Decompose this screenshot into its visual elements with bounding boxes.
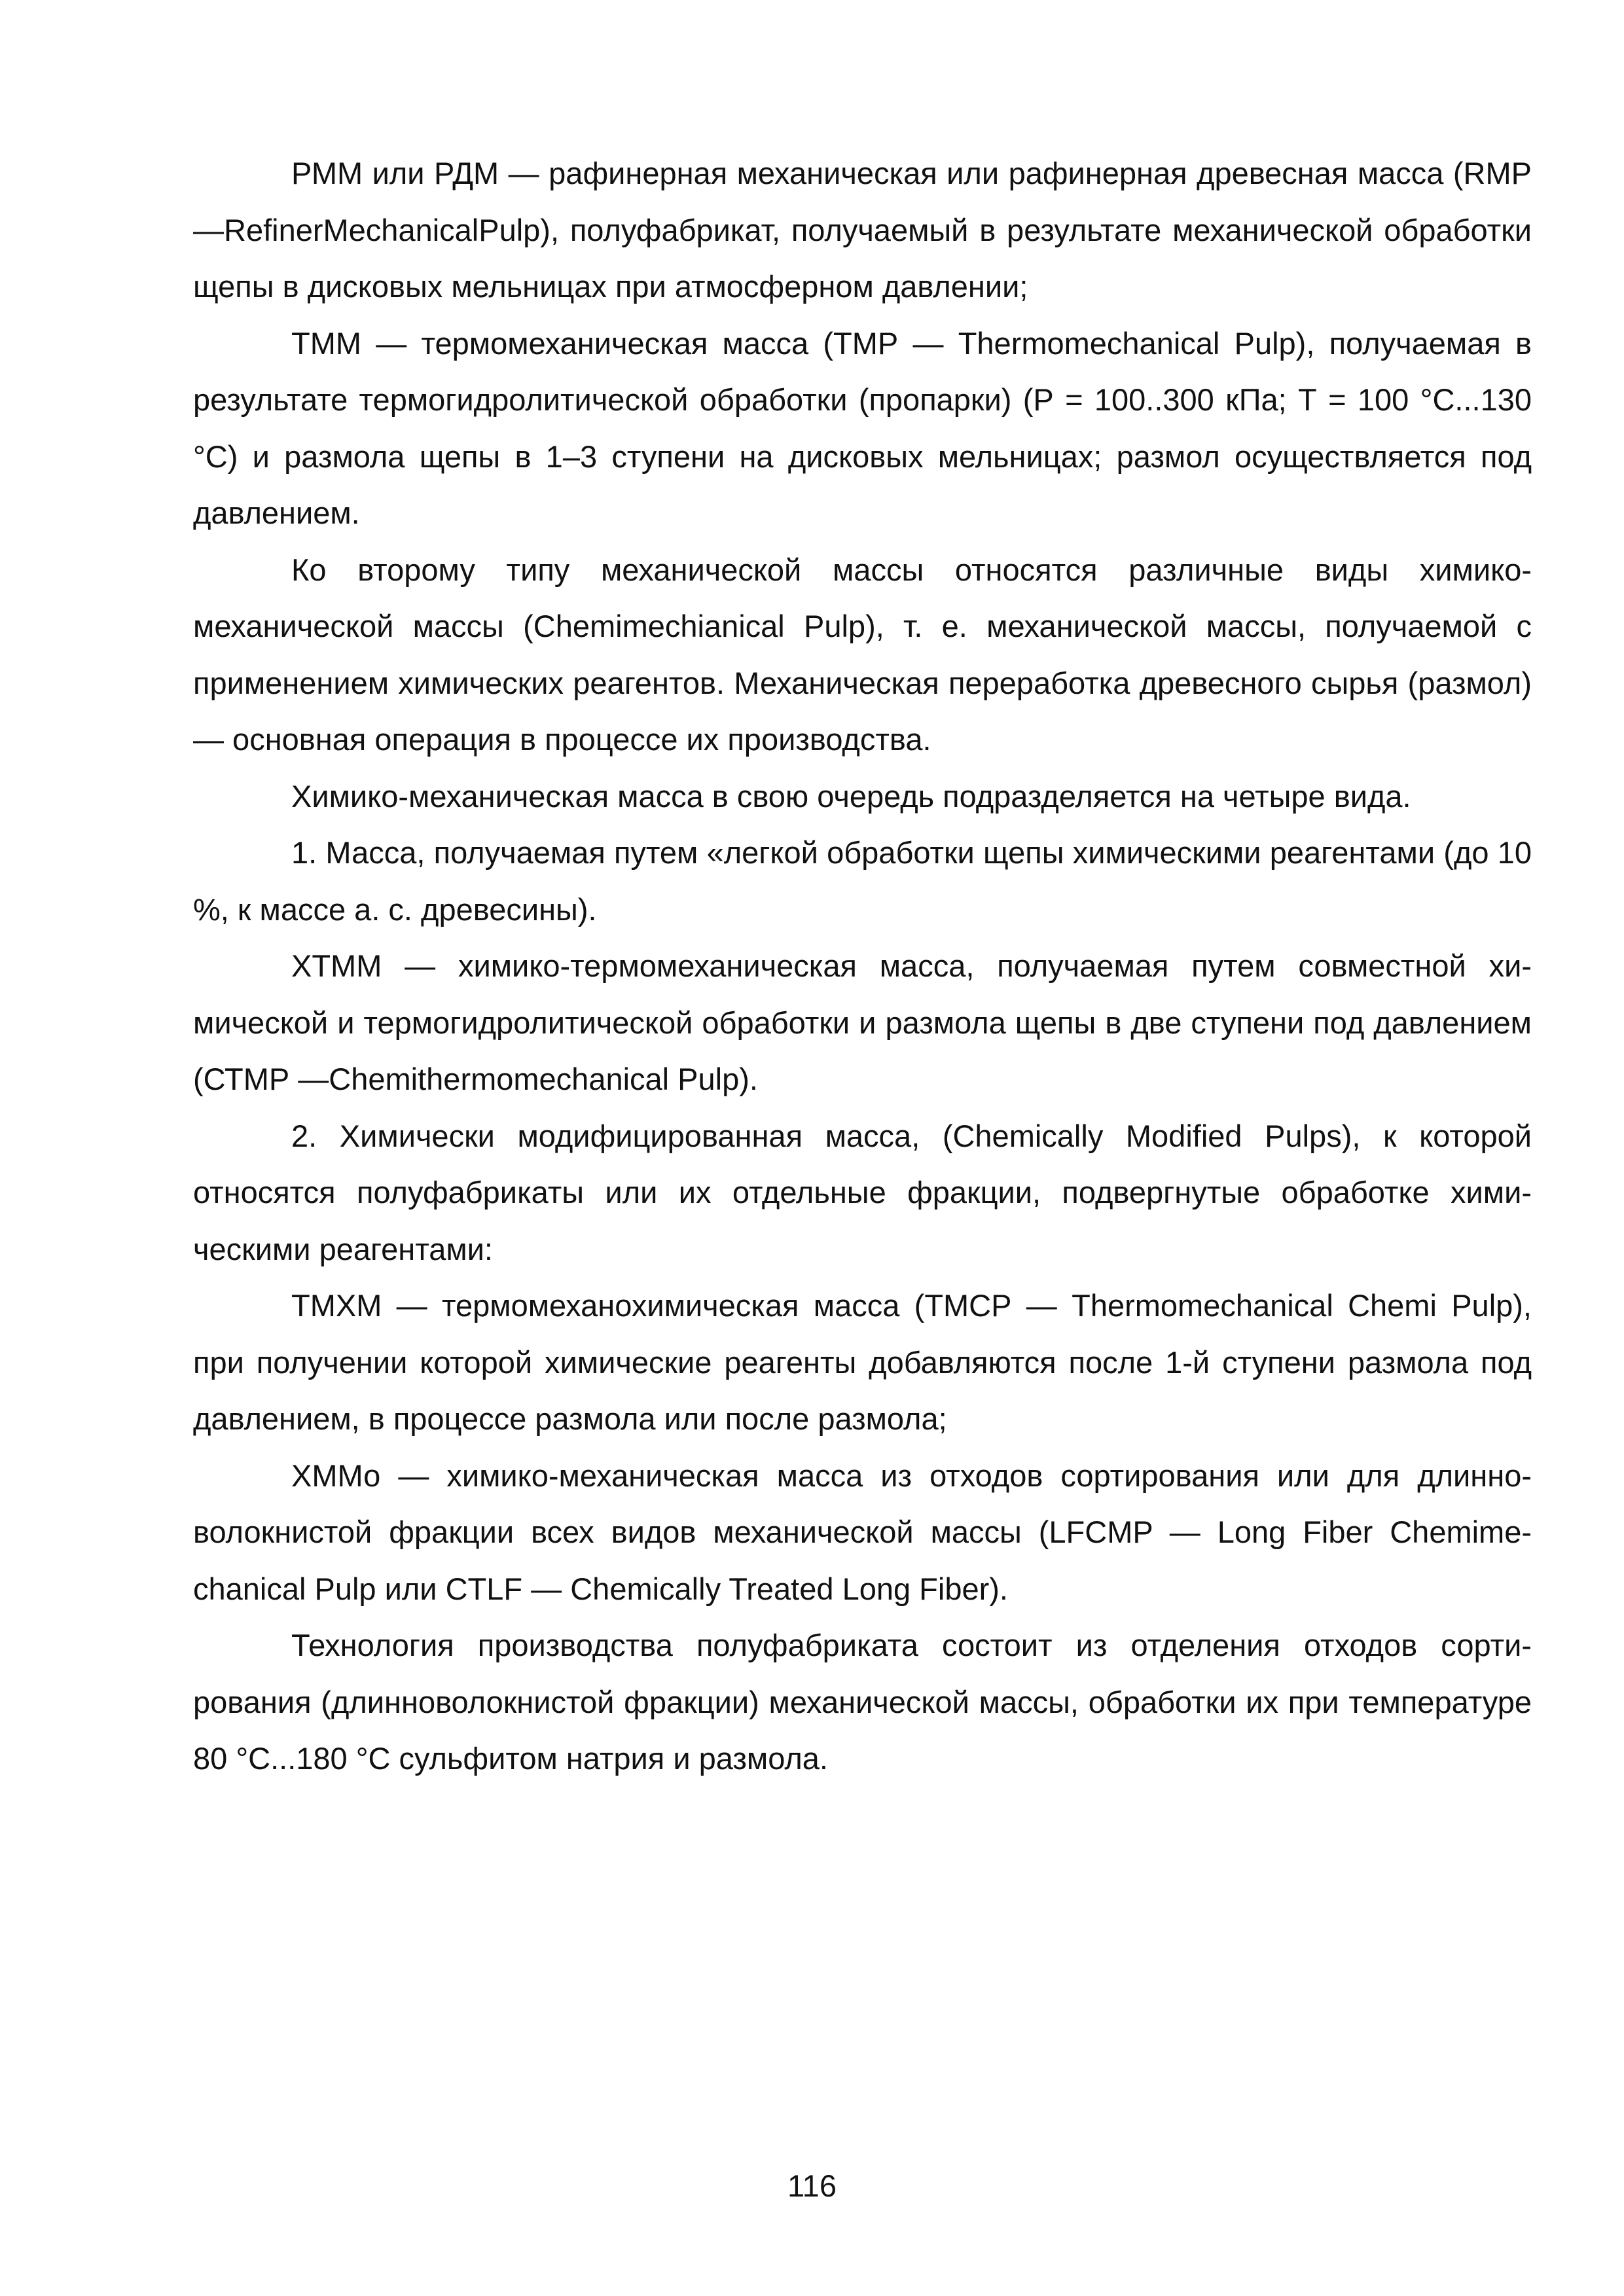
paragraph-item-1: 1. Масса, получаемая путем «легкой обработки щепы химическими реагентами (до 10 %, к массе а. с. древесины). [193, 835, 1532, 927]
paragraph-tmhm: ТМХМ — термомеханохимическая масса (ТМСР — Thermomechanical Chemi Pulp), при получении которой химические реагенты добавляются после 1-й ступени размола под давлением, в процессе размола или после размола; [193, 1288, 1532, 1436]
paragraph-chemimechanical-types: Ко второму типу механической массы относятся различные виды химико-механической массы (Chemimechianical Pulp), т. е. механической массы, получаемой с применением химических реагентов. Механическая переработка древесного сырья (размол) — основная операция в процессе их производства. [193, 552, 1532, 757]
paragraph-htmm: ХТММ — химико-термомеханическая масса, получаемая путем совместной химической и термогидролитической обработки и размола щепы в две ступени под давлением (СТМР —Chemithermomechanical Pulp). [193, 948, 1532, 1096]
paragraph-four-kinds: Химико-механическая масса в свою очередь подразделяется на четыре вида. [291, 778, 1411, 814]
body-text [193, 145, 1532, 1787]
paragraph-item-2: 2. Химически модифицированная масса, (Chemically Modified Pulps), к которой относятся полуфабрикаты или их отдельные фракции, подвергнутые обработке химическими реагентами: [193, 1118, 1532, 1266]
paragraph-tmm: ТММ — термомеханическая масса (ТМР — Thermomechanical Pulp), получаемая в результате термогидролитической обработки (пропарки) (Р = 100..300 кПа; Т = 100 °С...130 °С) и размола щепы в 1–3 ступени на дисковых мельницах; размол осуществляется под давлением. [193, 325, 1532, 530]
paragraph-hmmo: ХММо — химико-механическая масса из отходов сортирования или для длинноволокнистой фракции всех видов механической массы (LFCMP — Long Fiber Chemimechanical Pulp или CTLF — Chemically Treated Long Fiber). [193, 1458, 1532, 1606]
page-number: 116 [787, 2168, 837, 2203]
paragraph-rmm: РММ или РДМ — рафинерная механическая или рафинерная древесная масса (RMP —RefinerMechanicalPulp), полуфабрикат, получаемый в результате механической обработки щепы в дисковых мельницах при атмосферном давлении; [193, 156, 1532, 304]
paragraph-technology: Технология производства полуфабриката состоит из отделения отходов сортирования (длинноволокнистой фракции) механической массы, обработки их при температуре 80 °С...180 °С сульфитом натрия и размола. [193, 1628, 1532, 1776]
